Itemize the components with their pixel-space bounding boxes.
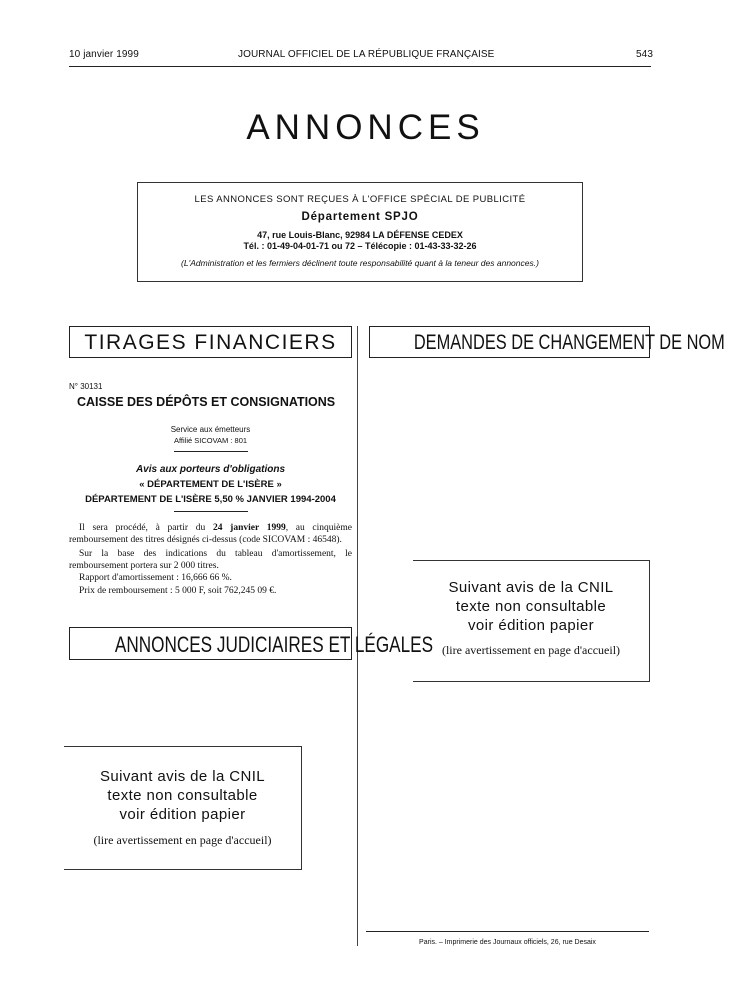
section-title: ANNONCES JUDICIAIRES ET LÉGALES: [114, 632, 434, 657]
section-title: TIRAGES FINANCIERS: [84, 331, 337, 354]
paragraph-3: Rapport d'amortissement : 16,666 66 %.: [79, 573, 232, 583]
printer-imprint: Paris. – Imprimerie des Journaux officiels, 26, rue Desaix: [419, 939, 596, 946]
paragraph-2: Sur la base des indications du tableau d'amortissement, le remboursement portera sur 2 000 titres.: [69, 549, 352, 571]
section-annonces-judiciaires: [69, 627, 434, 660]
cnil-line: Suivant avis de la CNIL: [448, 579, 614, 596]
page-number: 543: [636, 49, 653, 60]
section-demandes-changement-nom: [369, 326, 725, 358]
disclaimer: (L'Administration et les fermiers déclinent toute responsabilité quant à la teneur des annonces.): [181, 258, 539, 268]
cnil-note: (lire avertissement en page d'accueil): [441, 643, 621, 657]
cnil-line: voir édition papier: [119, 806, 246, 823]
company-name: CAISSE DES DÉPÔTS ET CONSIGNATIONS: [77, 395, 336, 409]
bond-full-name: DÉPARTEMENT DE L'ISÈRE 5,50 % JANVIER 1994-2004: [85, 494, 336, 505]
phone-fax: Tél. : 01-49-04-01-71 ou 72 – Télécopie : 01-43-33-32-26: [243, 241, 477, 251]
cnil-note: (lire avertissement en page d'accueil): [93, 833, 272, 847]
date-highlight: 24 janvier 1999: [212, 523, 286, 533]
cnil-line: texte non consultable: [455, 598, 607, 615]
journal-name: JOURNAL OFFICIEL DE LA RÉPUBLIQUE FRANÇAISE: [238, 49, 495, 60]
section-tirages-financiers: [69, 326, 352, 358]
header-date: 10 janvier 1999: [69, 49, 139, 60]
cnil-notice-box: [64, 746, 302, 870]
cnil-line: texte non consultable: [107, 787, 258, 804]
paragraph-4: Prix de remboursement : 5 000 F, soit 762,245 09 €.: [79, 586, 277, 596]
notice-title: Avis aux porteurs d'obligations: [135, 464, 286, 475]
header-rule: [69, 66, 651, 67]
page-title: ANNONCES: [246, 108, 485, 147]
notice-number: N° 30131: [69, 382, 103, 391]
department-name: Département SPJO: [301, 211, 419, 223]
info-line: LES ANNONCES SONT REÇUES À L'OFFICE SPÉCIAL DE PUBLICITÉ: [194, 194, 526, 205]
address: 47, rue Louis-Blanc, 92984 LA DÉFENSE CEDEX: [257, 230, 463, 240]
info-box: [137, 182, 583, 282]
bond-name: « DÉPARTEMENT DE L'ISÈRE »: [139, 479, 282, 490]
service-label: Service aux émetteurs: [170, 425, 251, 434]
cnil-line: Suivant avis de la CNIL: [99, 768, 266, 785]
short-rule: [174, 511, 248, 512]
cnil-notice-box: [413, 560, 650, 682]
affiliation-label: Affilié SICOVAM : 801: [173, 436, 248, 445]
cnil-line: voir édition papier: [467, 617, 594, 634]
short-rule: [174, 451, 248, 452]
section-title: DEMANDES DE CHANGEMENT DE NOM: [413, 331, 725, 354]
footer-rule: [366, 931, 649, 932]
paragraph-1: Il sera procédé, à partir du 24 janvier 1999, au cinquième remboursement des titres désignés ci-dessus (code SICOVAM : 46548).: [69, 523, 352, 545]
